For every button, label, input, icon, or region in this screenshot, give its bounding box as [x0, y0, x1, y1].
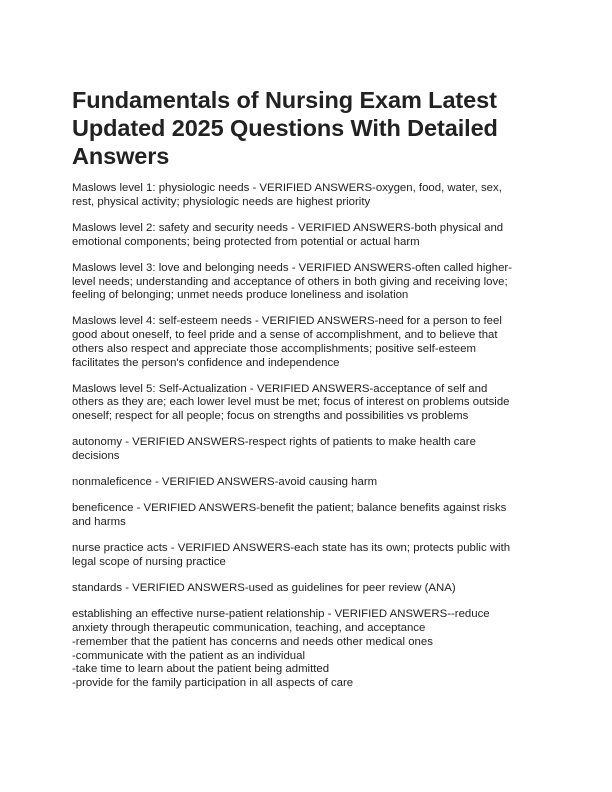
- entry-line: rest, physical activity; physiologic needs are highest priority: [72, 195, 371, 208]
- entry-line: decisions: [72, 450, 120, 463]
- entry-line: Maslows level 2: safety and security needs - VERIFIED ANSWERS-both physical and: [72, 221, 504, 234]
- title-line: Fundamentals of Nursing Exam Latest: [72, 87, 497, 113]
- qa-entry: [72, 436, 544, 463]
- entry-line: legal scope of nursing practice: [72, 556, 226, 569]
- qa-entry: [72, 315, 544, 370]
- qa-entry: [72, 476, 544, 490]
- entry-line: Maslows level 3: love and belonging needs - VERIFIED ANSWERS-often called higher-: [72, 261, 513, 274]
- entry-line: facilitates the person's confidence and independence: [72, 356, 340, 369]
- title-line: Updated 2025 Questions With Detailed: [72, 115, 498, 141]
- qa-entry: [72, 608, 544, 690]
- title-line: Answers: [72, 143, 170, 169]
- qa-entry: [72, 542, 544, 569]
- qa-entry: [72, 502, 544, 529]
- entry-line: Maslows level 1: physiologic needs - VERIFIED ANSWERS-oxygen, food, water, sex,: [72, 182, 502, 194]
- qa-entry: [72, 582, 544, 596]
- entry-line: good about oneself, to feel pride and a sense of accomplishment, and to believe that: [72, 329, 498, 342]
- entry-line: nonmaleficence - VERIFIED ANSWERS-avoid causing harm: [72, 476, 378, 489]
- qa-entry: [72, 182, 544, 209]
- entry-line: Maslows level 4: self-esteem needs - VERIFIED ANSWERS-need for a person to feel: [72, 315, 502, 328]
- entry-line: level needs; understanding and acceptance of others in both giving and receiving love;: [72, 275, 508, 288]
- entry-line: anxiety through therapeutic communication, teaching, and acceptance: [72, 622, 426, 635]
- entry-line: nurse practice acts - VERIFIED ANSWERS-each state has its own; protects public with: [72, 542, 511, 555]
- entry-line: oneself; respect for all people; focus on strengths and possibilities vs problems: [72, 410, 469, 423]
- qa-entry: [72, 262, 544, 303]
- entry-line: others also respect and appreciate those accomplishments; positive self-esteem: [72, 342, 476, 355]
- entry-line: and harms: [72, 516, 126, 529]
- entry-line: others as they are; each lower level must be met; focus of interest on problems outside: [72, 396, 510, 409]
- entry-line: establishing an effective nurse-patient relationship - VERIFIED ANSWERS--reduce: [72, 608, 490, 621]
- qa-list: [72, 182, 544, 703]
- entry-line: -provide for the family participation in all aspects of care: [72, 676, 354, 689]
- entry-line: beneficence - VERIFIED ANSWERS-benefit the patient; balance benefits against risks: [72, 502, 507, 515]
- entry-line: -remember that the patient has concerns and needs other medical ones: [72, 635, 433, 648]
- entry-line: -communicate with the patient as an individual: [72, 649, 306, 662]
- entry-line: -take time to learn about the patient being admitted: [72, 663, 330, 676]
- qa-entry: [72, 222, 544, 249]
- entry-line: feeling of belonging; unmet needs produce loneliness and isolation: [72, 289, 409, 302]
- qa-entry: [72, 383, 544, 424]
- entry-line: standards - VERIFIED ANSWERS-used as guidelines for peer review (ANA): [72, 582, 456, 595]
- entry-line: Maslows level 5: Self-Actualization - VERIFIED ANSWERS-acceptance of self and: [72, 382, 488, 395]
- document-title: [72, 86, 542, 170]
- entry-line: autonomy - VERIFIED ANSWERS-respect rights of patients to make health care: [72, 436, 476, 449]
- entry-line: emotional components; being protected from potential or actual harm: [72, 235, 420, 248]
